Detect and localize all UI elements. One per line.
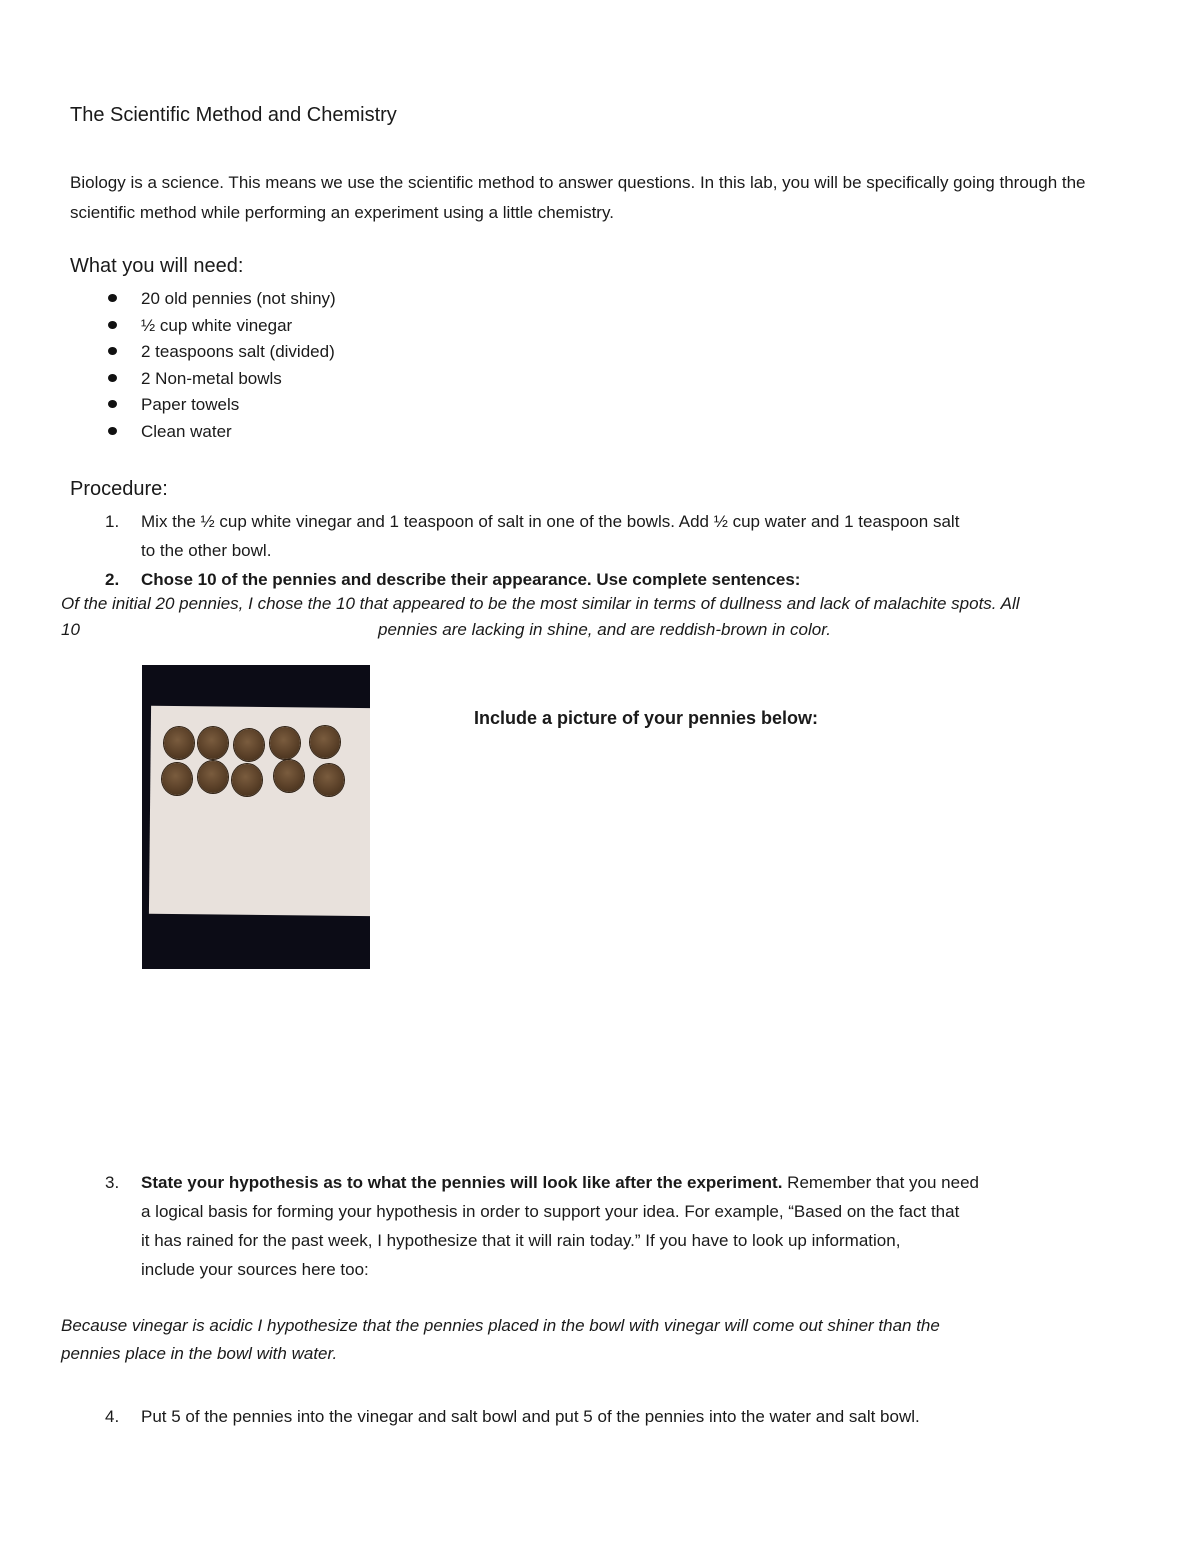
pennies-photo — [142, 665, 370, 969]
step-text-line: it has rained for the past week, I hypothesize that it will rain today.” If you have to look up information, — [141, 1231, 901, 1250]
step-2-answer-line: 10 — [61, 620, 80, 639]
step-text-line: a logical basis for forming your hypothesis in order to support your idea. For example, “Based on the fact that — [141, 1202, 960, 1221]
penny — [232, 764, 262, 796]
step-text-line: Put 5 of the pennies into the vinegar and salt bowl and put 5 of the pennies into the water and salt bowl. — [141, 1407, 920, 1426]
penny — [270, 727, 300, 759]
list-item: 20 old pennies (not shiny) — [108, 287, 336, 314]
step-2-answer-line: Of the initial 20 pennies, I chose the 10 that appeared to be the most similar in terms of dullness and lack of malachite spots. All — [61, 594, 1020, 613]
bullet-icon — [108, 374, 117, 382]
bullet-icon — [108, 321, 117, 329]
step-text: Chose 10 of the pennies and describe their appearance. Use complete sentences: — [141, 570, 801, 589]
penny — [274, 760, 304, 792]
list-item: Paper towels — [108, 393, 336, 420]
materials-heading: What you will need: — [70, 255, 244, 277]
intro-paragraph: Biology is a science. This means we use the scientific method to answer questions. In this lab, you will be specifically going through the scientific method while performing an experiment using a little chemistry. — [70, 173, 1086, 222]
bullet-icon — [108, 347, 117, 355]
penny — [314, 764, 344, 796]
list-item: ½ cup white vinegar — [108, 314, 336, 341]
list-item: 2 Non-metal bowls — [108, 367, 336, 394]
penny — [162, 763, 192, 795]
step-text-line: to the other bowl. — [141, 541, 272, 560]
list-item: 2 teaspoons salt (divided) — [108, 340, 336, 367]
bullet-icon — [108, 294, 117, 302]
penny — [234, 729, 264, 761]
penny — [310, 726, 340, 758]
step-2-answer-line: pennies are lacking in shine, and are reddish-brown in color. — [378, 620, 831, 639]
picture-label: Include a picture of your pennies below: — [474, 708, 819, 728]
step-text-line: include your sources here too: — [141, 1260, 369, 1279]
step-text-line: Mix the ½ cup white vinegar and 1 teaspoon of salt in one of the bowls. Add ½ cup water and 1 teaspoon salt — [141, 512, 960, 531]
step-bold-text: State your hypothesis as to what the pennies will look like after the experiment. — [141, 1173, 783, 1192]
page-title: The Scientific Method and Chemistry — [70, 104, 397, 126]
step-number: 1. — [105, 512, 120, 531]
penny — [164, 727, 194, 759]
materials-list — [108, 287, 336, 446]
penny — [198, 761, 228, 793]
step-text-line — [141, 1168, 979, 1197]
step-number: 3. — [105, 1173, 120, 1192]
bullet-icon — [108, 427, 117, 435]
list-item: Clean water — [108, 420, 336, 447]
step-number: 4. — [105, 1407, 120, 1426]
step-number: 2. — [105, 570, 120, 589]
step-3-answer-line: pennies place in the bowl with water. — [61, 1344, 338, 1363]
penny — [198, 727, 228, 759]
step-3-answer-line: Because vinegar is acidic I hypothesize that the pennies placed in the bowl with vinegar will come out shiner than the — [61, 1316, 940, 1335]
procedure-heading: Procedure: — [70, 478, 168, 500]
step-text: Remember that you need — [782, 1173, 979, 1192]
bullet-icon — [108, 400, 117, 408]
